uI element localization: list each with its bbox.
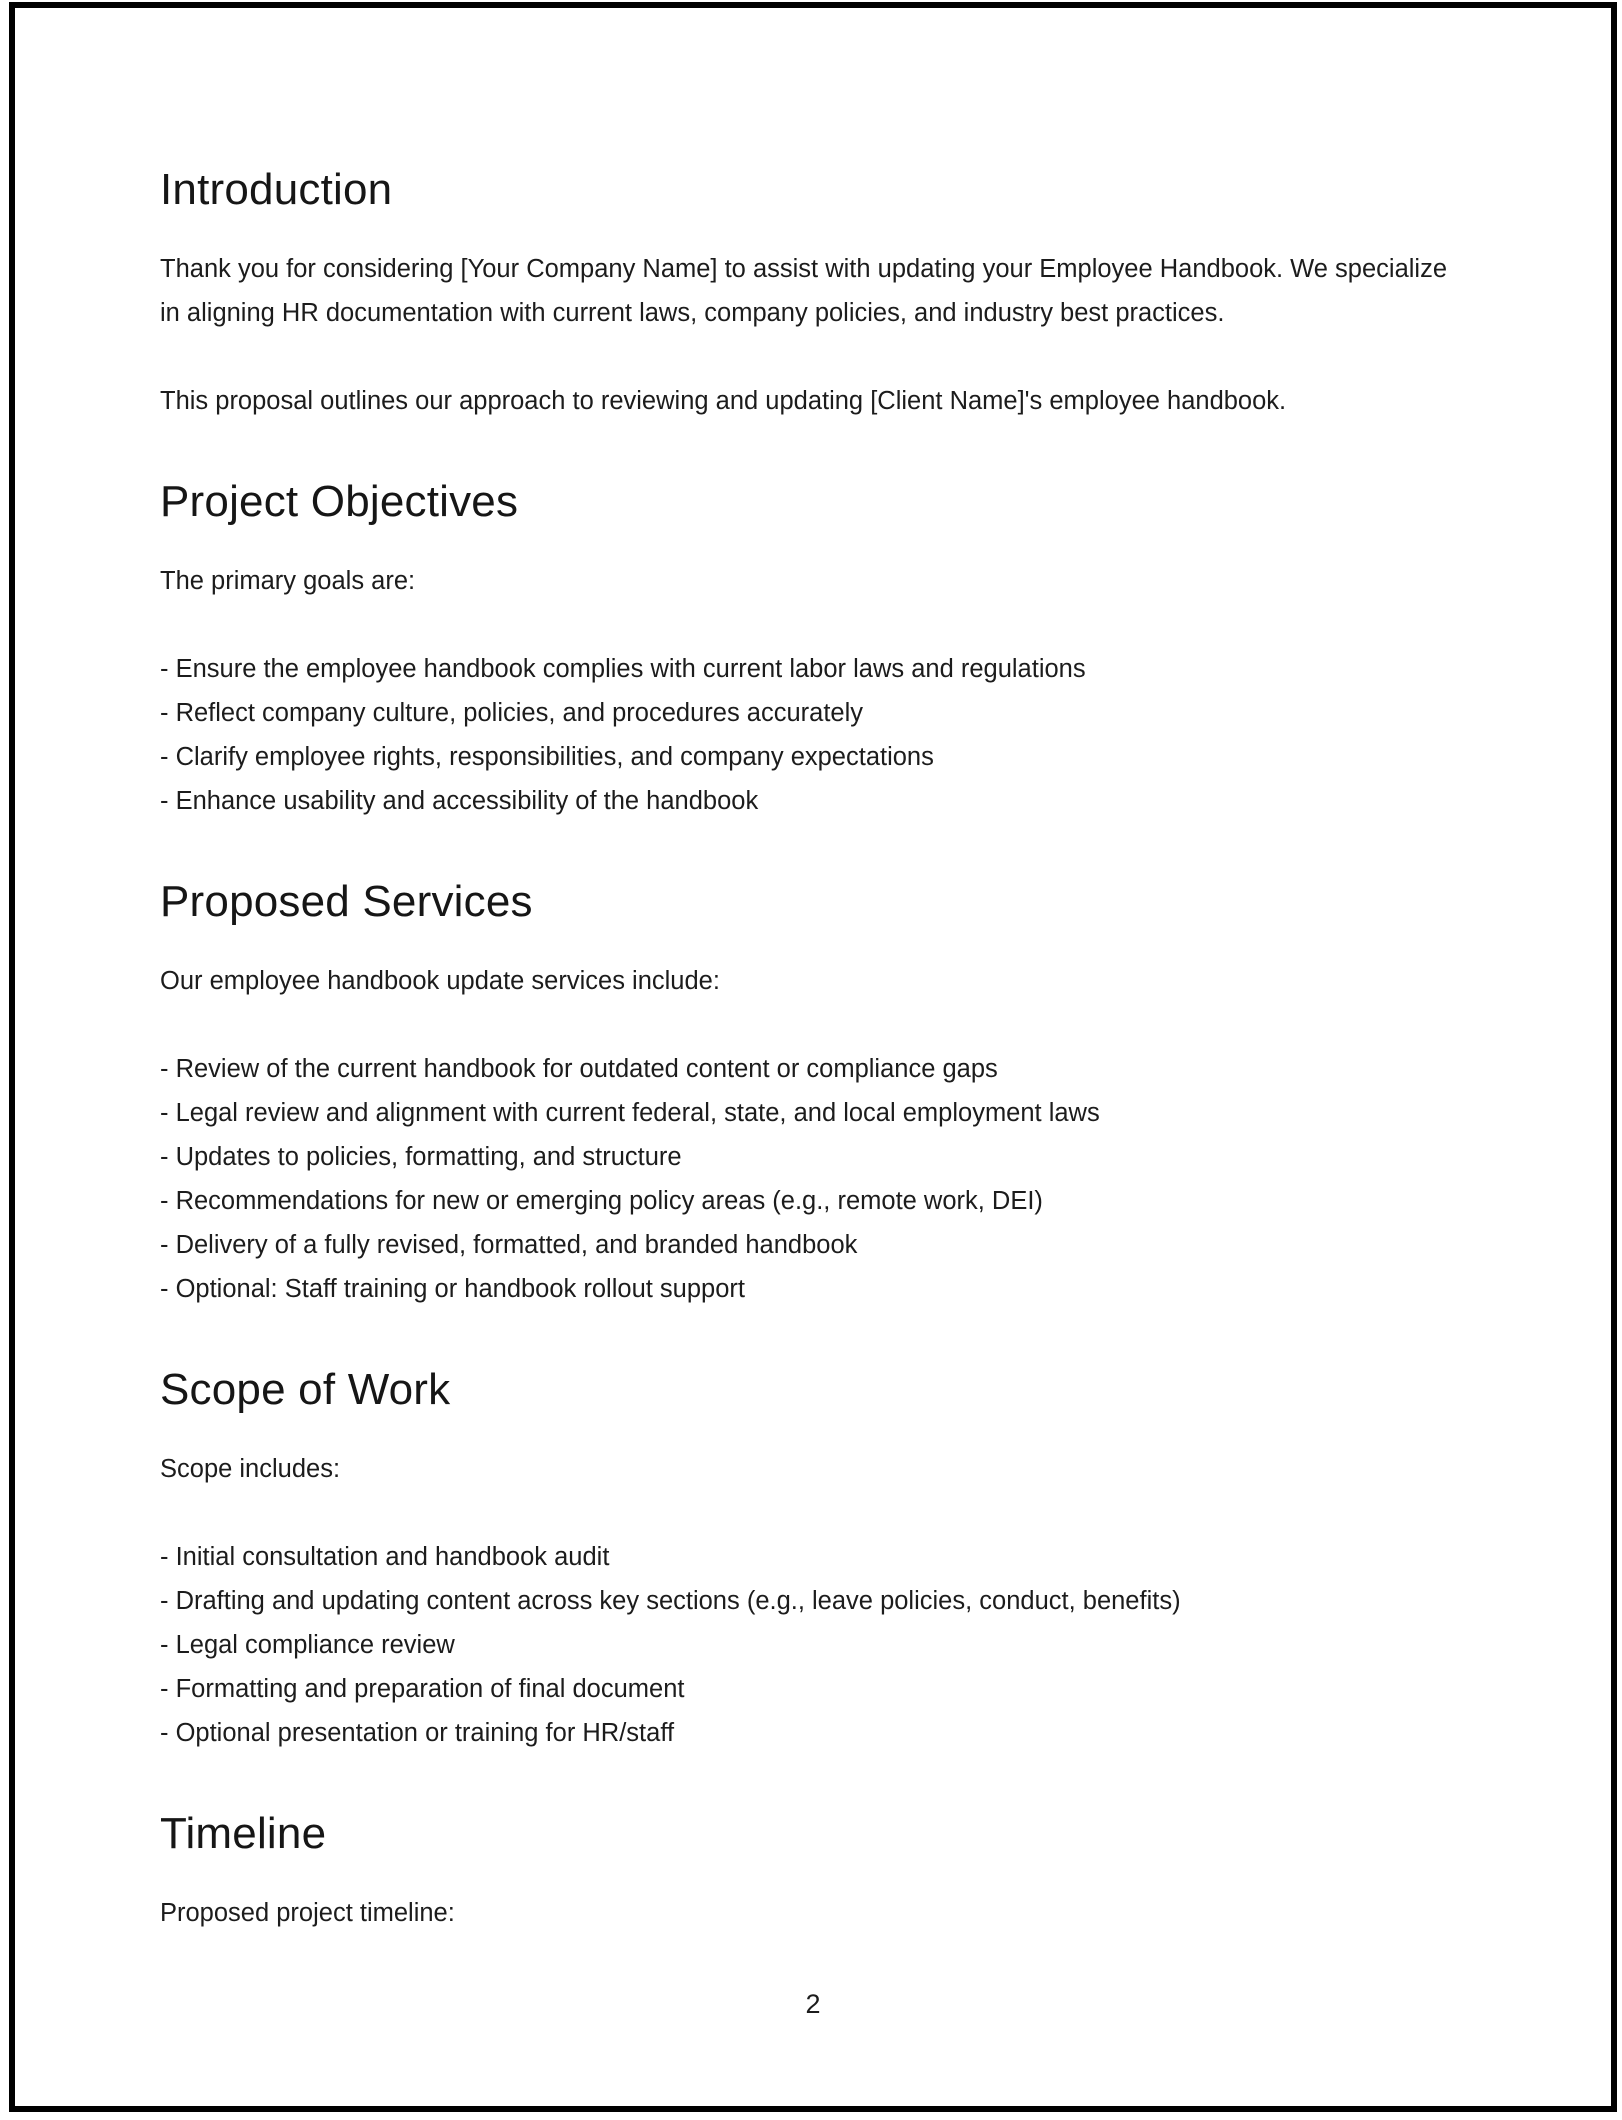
list-item: - Ensure the employee handbook complies with current labor laws and regulations — [160, 655, 1086, 683]
section-heading-project-objectives: Project Objectives — [160, 477, 519, 526]
blank-line — [160, 603, 1471, 647]
list-item: - Review of the current handbook for outdated content or compliance gaps — [160, 1055, 998, 1083]
document-content — [15, 8, 1611, 1935]
section-introduction — [160, 163, 1471, 423]
paragraph: Thank you for considering [Your Company Name] to assist with updating your Employee Handbook. We specialize in aligning HR documentation with current laws, company policies, and industry best practices. — [160, 255, 1448, 327]
list-item: - Initial consultation and handbook audit — [160, 1543, 610, 1571]
blank-line — [160, 335, 1471, 379]
list-item: - Formatting and preparation of final document — [160, 1675, 685, 1703]
section-heading-introduction: Introduction — [160, 165, 393, 214]
list-item: - Optional: Staff training or handbook rollout support — [160, 1275, 745, 1303]
section-proposed-services — [160, 875, 1471, 1311]
paragraph: The primary goals are: — [160, 567, 416, 595]
list-item: - Drafting and updating content across key sections (e.g., leave policies, conduct, benefits) — [160, 1587, 1181, 1615]
section-heading-proposed-services: Proposed Services — [160, 877, 533, 926]
section-heading-scope-of-work: Scope of Work — [160, 1365, 451, 1414]
paragraph: Proposed project timeline: — [160, 1899, 455, 1927]
page-number: 2 — [805, 1989, 821, 2019]
section-heading-timeline: Timeline — [160, 1809, 327, 1858]
section-timeline — [160, 1807, 1471, 1935]
list-item: - Legal compliance review — [160, 1631, 455, 1659]
paragraph: Scope includes: — [160, 1455, 341, 1483]
list-item: - Enhance usability and accessibility of the handbook — [160, 787, 759, 815]
section-scope-of-work — [160, 1363, 1471, 1755]
list-item: - Updates to policies, formatting, and structure — [160, 1143, 682, 1171]
paragraph: Our employee handbook update services include: — [160, 967, 720, 995]
list-item: - Delivery of a fully revised, formatted, and branded handbook — [160, 1231, 858, 1259]
list-item: - Recommendations for new or emerging policy areas (e.g., remote work, DEI) — [160, 1187, 1043, 1215]
list-item: - Reflect company culture, policies, and procedures accurately — [160, 699, 864, 727]
blank-line — [160, 1003, 1471, 1047]
paragraph: This proposal outlines our approach to reviewing and updating [Client Name]'s employee handbook. — [160, 387, 1287, 415]
blank-line — [160, 1491, 1471, 1535]
list-item: - Optional presentation or training for HR/staff — [160, 1719, 675, 1747]
document-page — [9, 2, 1617, 2112]
list-item: - Clarify employee rights, responsibilities, and company expectations — [160, 743, 934, 771]
section-project-objectives — [160, 475, 1471, 823]
list-item: - Legal review and alignment with current federal, state, and local employment laws — [160, 1099, 1100, 1127]
